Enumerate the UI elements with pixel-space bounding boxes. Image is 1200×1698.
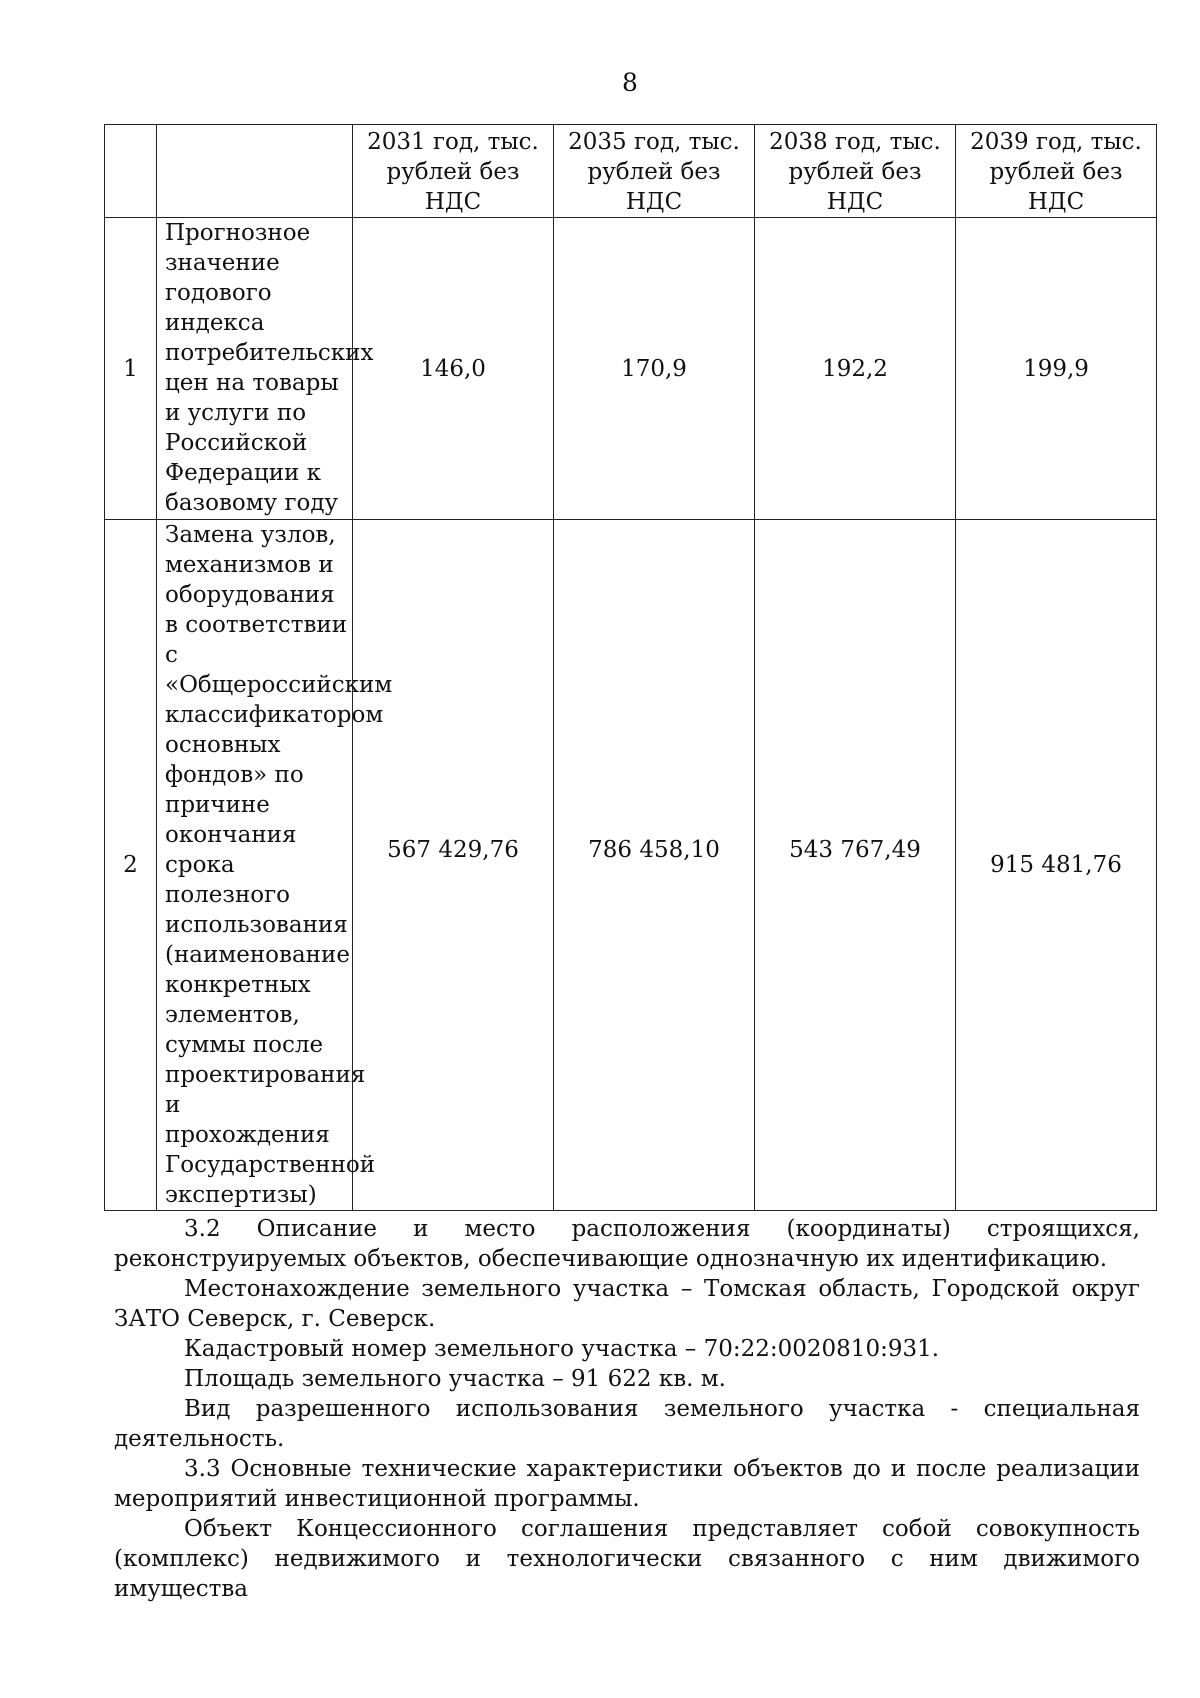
paragraph-permitted-use: Вид разрешенного использования земельного участка - специальная деятельность. <box>114 1396 1140 1452</box>
body-text <box>114 1214 1140 1604</box>
value-2039: 199,9 <box>956 218 1157 520</box>
paragraph-3-3: 3.3 Основные технические характеристики объектов до и после реализации мероприятий инвестиционной программы. <box>114 1456 1140 1512</box>
paragraph-cadastral: Кадастровый номер земельного участка – 70:22:0020810:931. <box>184 1336 940 1362</box>
paragraph-concession: Объект Концессионного соглашения представляет собой совокупность (комплекс) недвижимого и технологически связанного с ним движимого имущества <box>114 1516 1140 1602</box>
row-description: Замена узлов, механизмов и оборудования в соответствии с «Общероссийским классификатором основных фондов» по причине окончания срока полезного использования (наименование конкретных элементов, суммы после проектирования и прохождения Государственной экспертизы) <box>157 520 353 1211</box>
value-2035 <box>554 520 755 1211</box>
value-2038: 192,2 <box>755 218 956 520</box>
value-2039: 915 481,76 <box>956 520 1157 1211</box>
page-number: 8 <box>622 68 638 97</box>
value-text: 786 458,10 <box>588 837 720 863</box>
paragraph-area: Площадь земельного участка – 91 622 кв. м. <box>184 1366 726 1392</box>
header-cell-num <box>105 125 157 218</box>
table-row <box>105 520 1157 1211</box>
value-2038 <box>755 520 956 1211</box>
value-2031 <box>353 520 554 1211</box>
table-header-row <box>105 125 1157 218</box>
paragraph-location: Местонахождение земельного участка – Томская область, Городской округ ЗАТО Северск, г. Северск. <box>114 1276 1140 1332</box>
header-cell-2035: 2035 год, тыс. рублей без НДС <box>554 125 755 218</box>
value-2031: 146,0 <box>353 218 554 520</box>
row-description: Прогнозное значение годового индекса потребительских цен на товары и услуги по Российской Федерации к базовому году <box>157 218 353 520</box>
header-cell-2031: 2031 год, тыс. рублей без НДС <box>353 125 554 218</box>
row-number: 1 <box>105 218 157 520</box>
header-cell-desc <box>157 125 353 218</box>
value-2035: 170,9 <box>554 218 755 520</box>
header-cell-2038: 2038 год, тыс. рублей без НДС <box>755 125 956 218</box>
row-number: 2 <box>105 520 157 1211</box>
header-cell-2039: 2039 год, тыс. рублей без НДС <box>956 125 1157 218</box>
table-row <box>105 218 1157 520</box>
paragraph-3-2: 3.2 Описание и место расположения (координаты) строящихся, реконструируемых объектов, обеспечивающие однозначную их идентификацию. <box>114 1216 1140 1272</box>
investment-table <box>104 124 1157 1211</box>
value-text: 543 767,49 <box>789 837 921 863</box>
value-text: 567 429,76 <box>387 837 519 863</box>
